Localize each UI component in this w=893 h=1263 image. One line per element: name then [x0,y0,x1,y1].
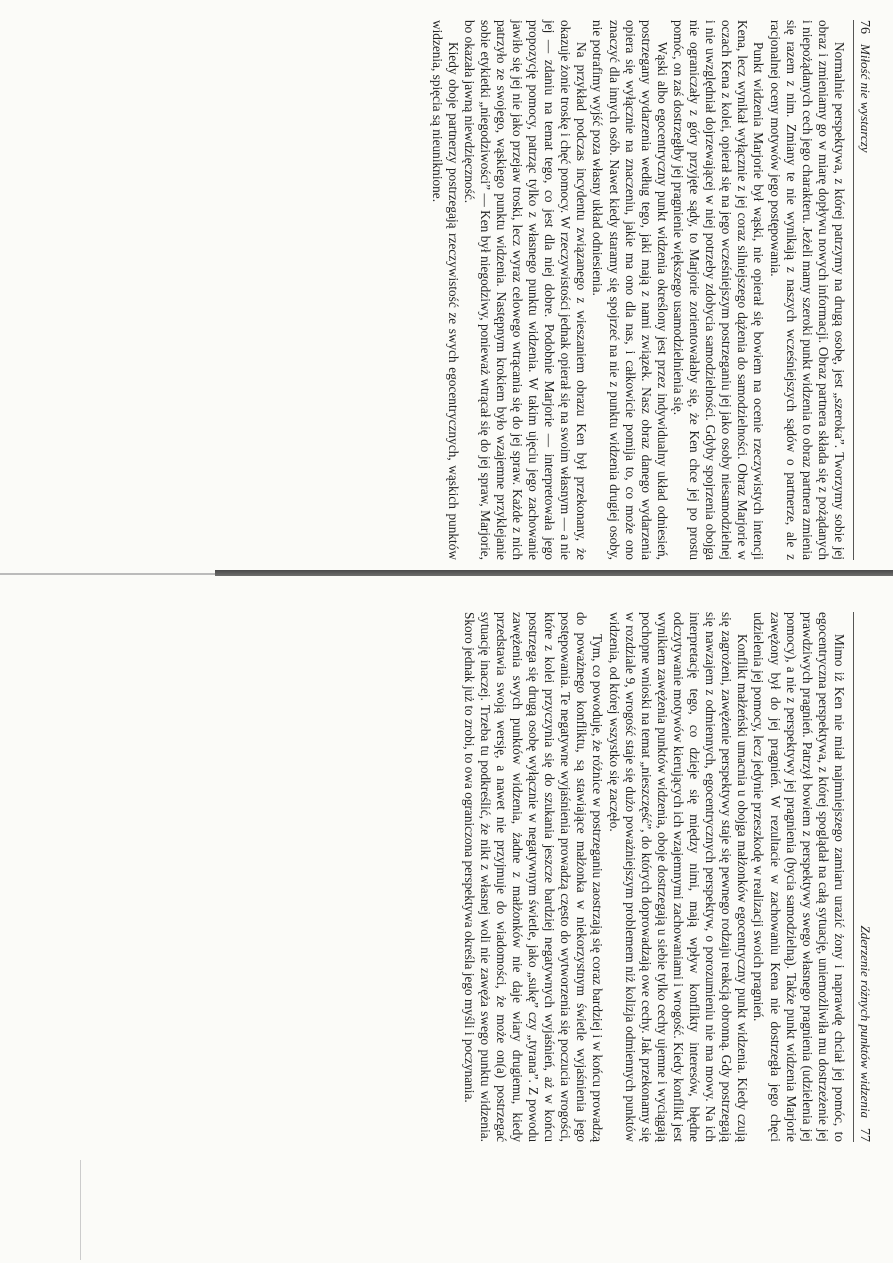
running-title: Miłość nie wystarczy [858,44,873,153]
page-77 [13,612,873,1142]
running-title: Zderzenie różnych punktów widzenia [858,925,873,1118]
paragraph: Konflikt małżeński umacnia u obojga małżonków egocentryczny punkt widzenia. Kiedy czują się zagrożeni, zawężenie perspektywy staje się pewnego rodzaju reakcją obronną. Gdy postrzegają się nawzajem z odmiennych, egocentrycznych perspektyw, o porozumieniu nie ma mowy. Na ich interpretację tego, co dzieje się między nimi, mają wpływ konflikty interesów, błędne odczytywanie motywów kierujących ich wzajemnymi zachowaniami i wrogość. Kiedy konflikt jest wynikiem zawężenia punktów widzenia, oboje dostrzegają u siebie tylko cechy ujemne i wyciągają pochopne wnioski na temat „nieszczęść”, do których doprowadzają owe cechy. Jak przekonamy się w rozdziale 9, wrogość staje się dużo poważniejszym problemem niż kolizja odmiennych punktów widzenia, od której wszystko się zaczęło. [606,612,751,1142]
page-number: 76 [857,20,872,34]
paragraph: Kiedy oboje partnerzy postrzegają rzeczywistość ze swych egocentrycznych, wąskich punktów widzenia, spięcia są nieuniknione. [429,20,461,560]
page-number: 77 [857,1128,872,1142]
book-fold-line [0,573,215,575]
paragraph: Punkt widzenia Marjorie był wąski, nie opierał się bowiem na ocenie rzeczywistych intencji Kena, lecz wynikał wyłącznie z jej coraz silniejszego dążenia do samodzielności. Obraz Marjorie w oczach Kena z kolei, opierał się na jego wcześniejszym postrzeganiu jej jako osoby niesamodzielnej i nie uwzględniał dojrzewającej w niej potrzeby zdobycia samodzielności. Gdyby spojrzenia obojga nie ograniczały z góry przyjęte sądy, to Marjorie zorientowałaby się, że Ken chce jej po prostu pomóc, on zaś dostrzegłby jej pragnienie większego usamodzielnienia się. [670,20,767,560]
paragraph: Tym, co powoduje, że różnice w postrzeganiu zaostrzają się coraz bardziej i w końcu prowadzą do poważnego konfliktu, są stawiające małżonka w niekorzystnym świetle wyjaśnienia jego postępowania. Te negatywne wyjaśnienia prowadzą często do wytworzenia się poczucia wrogości, które z kolei przyczynia się do szukania jeszcze bardziej negatywnych wyjaśnień, aż w końcu postrzega się drugą osobę wyłącznie w negatywnym świetle, jako „sukę” czy „tyrana”. Z powodu zawężenia swych punktów widzenia, żadne z małżonków nie daje wiary drugiemu, kiedy przedstawia swoją wersję, a nawet nie przyjmuje do wiadomości, że może on(a) postrzegać sytuację inaczej. Trzeba tu podkreślić, że nikt z własnej woli nie zawęża swego punktu widzenia. Skoro jednak już to zrobi, to owa ograniczona perspektywa określa jego myśli i poczynania. [461,612,606,1142]
book-fold-shadow [215,570,893,576]
running-head-77 [853,612,873,1142]
scan-edge-line [80,1160,81,1260]
page-76 [13,20,873,560]
paragraph: Mimo iż Ken nie miał najmniejszego zamiaru urazić żony i naprawdę chciał jej pomóc, to egocentryczna perspektywa, z której spoglądał na całą sytuację, uniemożliwiła mu dostrzeżenie jej prawdziwych pragnień. Patrzył bowiem z perspektywy swego własnego pragnienia (udzielenia jej pomocy), a nie z perspektywy jej pragnienia (bycia samodzielną). Także punkt widzenia Marjorie zawężony był do jej pragnień. W rezultacie w zachowaniu Kena nie dostrzegła jego chęci udzielenia jej pomocy, lecz jedynie przeszkodę w realizacji swoich pragnień. [751,612,847,1142]
paragraph: Na przykład podczas incydentu związanego z wieszaniem obrazu Ken był przekonany, że okazuje żonie troskę i chęć pomocy. W rzeczywistości jednak opierał się na swoim własnym — a nie jej — zdaniu na temat tego, co jest dla niej dobre. Podobnie Marjorie — interpretowała jego propozycję pomocy, patrząc tylko z własnego punktu widzenia. W takim ujęciu jego zachowanie jawiło się jej nie jako przejaw troski, lecz wyraz celowego wtrącania się do jej spraw. Każde z nich patrzyło ze swojego, wąskiego punktu widzenia. Następnym krokiem było wzajemne przyklejanie sobie etykietki „niegodziwości” — Ken był niegodziwy, ponieważ wtrącał się do jej spraw, Marjorie, bo okazała jawną niewdzięczność. [461,20,590,560]
paragraph: Wąski albo egocentryczny punkt widzenia określony jest przez indywidualny układ odniesień, postrzegany wydarzenia według tego, jaki mają z nami związek. Nasz obraz danego wydarzenia opiera się wyłącznie na znaczeniu, jakie ma ono dla nas, i całkowicie pomija to, co może ono znaczyć dla innych osób. Nawet kiedy staramy się spojrzeć na nie z punktu widzenia drugiej osoby, nie potrafimy wyjść poza własny układ odniesienia. [590,20,670,560]
paragraph: Normalnie perspektywa, z której patrzymy na drugą osobę, jest „szeroka”. Tworzymy sobie jej obraz i zmieniamy go w miarę dopływu nowych informacji. Obraz partnera składa się z pożądanych i niepożądanych cech jego charakteru. Jeżeli mamy szeroki punkt widzenia to obraz partnera zmienia się razem z nim. Zmiany te nie wynikają z naszych wcześniejszych sądów o partnerze, ale z racjonalnej oceny motywów jego postępowania. [767,20,847,560]
running-head-76 [853,20,873,560]
